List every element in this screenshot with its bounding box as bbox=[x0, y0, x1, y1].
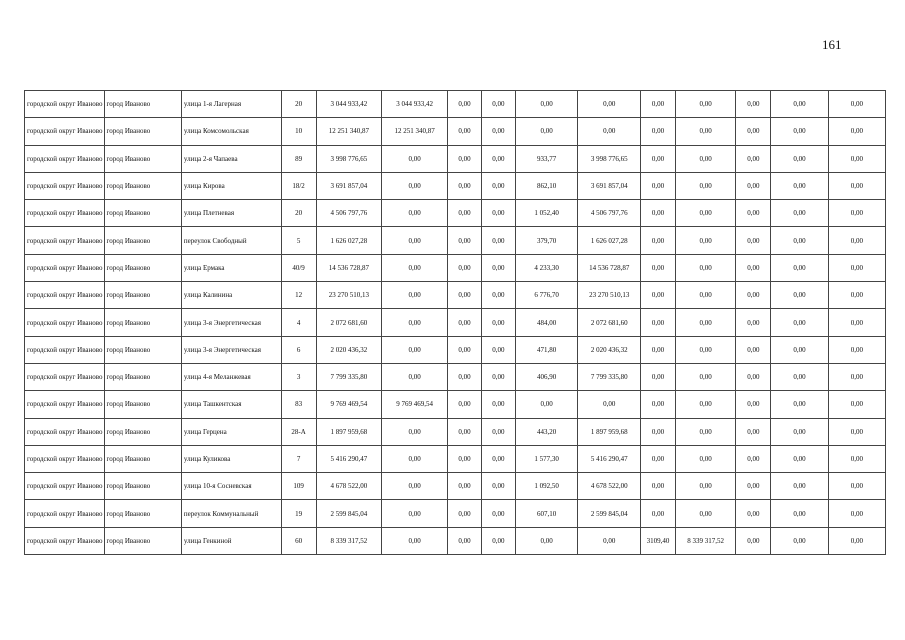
table-row bbox=[25, 200, 886, 227]
value-cell: 3 998 776,65 bbox=[578, 145, 641, 172]
street-cell: улица Кирова bbox=[181, 172, 281, 199]
value-cell: 0,00 bbox=[515, 391, 578, 418]
value-cell: 0,00 bbox=[736, 200, 771, 227]
table-row bbox=[25, 282, 886, 309]
city-cell: город Иваново bbox=[104, 254, 181, 281]
value-cell: 0,00 bbox=[448, 227, 482, 254]
value-cell: 0,00 bbox=[640, 336, 675, 363]
city-cell: город Иваново bbox=[104, 391, 181, 418]
value-cell: 0,00 bbox=[640, 391, 675, 418]
street-cell: улица 4-я Меланжевая bbox=[181, 363, 281, 390]
city-cell: город Иваново bbox=[104, 227, 181, 254]
city-cell: город Иваново bbox=[104, 418, 181, 445]
value-cell: 0,00 bbox=[448, 418, 482, 445]
table-row bbox=[25, 145, 886, 172]
house-cell: 5 bbox=[281, 227, 316, 254]
value-cell: 1 092,50 bbox=[515, 473, 578, 500]
house-cell: 18/2 bbox=[281, 172, 316, 199]
value-cell: 0,00 bbox=[382, 200, 448, 227]
value-cell: 9 769 469,54 bbox=[382, 391, 448, 418]
value-cell: 0,00 bbox=[382, 309, 448, 336]
value-cell: 0,00 bbox=[640, 363, 675, 390]
value-cell: 0,00 bbox=[771, 500, 828, 527]
value-cell: 9 769 469,54 bbox=[316, 391, 382, 418]
value-cell: 0,00 bbox=[382, 445, 448, 472]
house-cell: 83 bbox=[281, 391, 316, 418]
value-cell: 0,00 bbox=[828, 336, 885, 363]
value-cell: 1 897 959,68 bbox=[316, 418, 382, 445]
value-cell: 0,00 bbox=[448, 145, 482, 172]
value-cell: 0,00 bbox=[736, 282, 771, 309]
value-cell: 0,00 bbox=[736, 445, 771, 472]
value-cell: 0,00 bbox=[675, 172, 735, 199]
value-cell: 0,00 bbox=[828, 118, 885, 145]
house-cell: 4 bbox=[281, 309, 316, 336]
value-cell: 1 577,30 bbox=[515, 445, 578, 472]
value-cell: 0,00 bbox=[675, 336, 735, 363]
house-cell: 109 bbox=[281, 473, 316, 500]
value-cell: 0,00 bbox=[828, 145, 885, 172]
value-cell: 0,00 bbox=[640, 227, 675, 254]
value-cell: 0,00 bbox=[515, 91, 578, 118]
data-table bbox=[24, 90, 886, 555]
value-cell: 0,00 bbox=[736, 336, 771, 363]
street-cell: улица 2-я Чапаева bbox=[181, 145, 281, 172]
value-cell: 0,00 bbox=[640, 254, 675, 281]
okrug-cell: городской округ Иваново bbox=[25, 309, 105, 336]
value-cell: 0,00 bbox=[771, 145, 828, 172]
value-cell: 3 044 933,42 bbox=[382, 91, 448, 118]
value-cell: 0,00 bbox=[675, 391, 735, 418]
value-cell: 0,00 bbox=[828, 200, 885, 227]
value-cell: 0,00 bbox=[828, 391, 885, 418]
house-cell: 20 bbox=[281, 200, 316, 227]
value-cell: 0,00 bbox=[481, 91, 515, 118]
value-cell: 0,00 bbox=[771, 527, 828, 554]
value-cell: 0,00 bbox=[481, 118, 515, 145]
value-cell: 1 626 027,28 bbox=[578, 227, 641, 254]
okrug-cell: городской округ Иваново bbox=[25, 391, 105, 418]
value-cell: 0,00 bbox=[448, 336, 482, 363]
value-cell: 1 626 027,28 bbox=[316, 227, 382, 254]
table-row bbox=[25, 391, 886, 418]
value-cell: 0,00 bbox=[771, 391, 828, 418]
value-cell: 5 416 290,47 bbox=[316, 445, 382, 472]
table-row bbox=[25, 309, 886, 336]
value-cell: 0,00 bbox=[736, 363, 771, 390]
value-cell: 0,00 bbox=[382, 527, 448, 554]
okrug-cell: городской округ Иваново bbox=[25, 282, 105, 309]
value-cell: 0,00 bbox=[771, 309, 828, 336]
value-cell: 0,00 bbox=[771, 473, 828, 500]
house-cell: 89 bbox=[281, 145, 316, 172]
value-cell: 8 339 317,52 bbox=[675, 527, 735, 554]
table-row bbox=[25, 445, 886, 472]
house-cell: 3 bbox=[281, 363, 316, 390]
value-cell: 7 799 335,80 bbox=[578, 363, 641, 390]
value-cell: 0,00 bbox=[771, 254, 828, 281]
table-row bbox=[25, 227, 886, 254]
value-cell: 8 339 317,52 bbox=[316, 527, 382, 554]
value-cell: 3109,40 bbox=[640, 527, 675, 554]
value-cell: 0,00 bbox=[382, 282, 448, 309]
house-cell: 40/9 bbox=[281, 254, 316, 281]
table-row bbox=[25, 500, 886, 527]
city-cell: город Иваново bbox=[104, 145, 181, 172]
value-cell: 23 270 510,13 bbox=[316, 282, 382, 309]
value-cell: 4 678 522,00 bbox=[578, 473, 641, 500]
value-cell: 0,00 bbox=[828, 282, 885, 309]
house-cell: 20 bbox=[281, 91, 316, 118]
city-cell: город Иваново bbox=[104, 500, 181, 527]
city-cell: город Иваново bbox=[104, 363, 181, 390]
street-cell: улица Куликова bbox=[181, 445, 281, 472]
value-cell: 0,00 bbox=[481, 254, 515, 281]
value-cell: 0,00 bbox=[675, 500, 735, 527]
city-cell: город Иваново bbox=[104, 172, 181, 199]
value-cell: 0,00 bbox=[481, 418, 515, 445]
value-cell: 0,00 bbox=[640, 200, 675, 227]
street-cell: улица Генкиной bbox=[181, 527, 281, 554]
value-cell: 0,00 bbox=[448, 363, 482, 390]
value-cell: 0,00 bbox=[578, 91, 641, 118]
value-cell: 2 599 845,04 bbox=[316, 500, 382, 527]
value-cell: 4 678 522,00 bbox=[316, 473, 382, 500]
value-cell: 0,00 bbox=[382, 227, 448, 254]
value-cell: 443,20 bbox=[515, 418, 578, 445]
value-cell: 0,00 bbox=[675, 363, 735, 390]
value-cell: 0,00 bbox=[448, 282, 482, 309]
table-row bbox=[25, 363, 886, 390]
value-cell: 0,00 bbox=[448, 172, 482, 199]
city-cell: город Иваново bbox=[104, 309, 181, 336]
street-cell: улица 3-я Энергетическая bbox=[181, 309, 281, 336]
value-cell: 0,00 bbox=[828, 91, 885, 118]
value-cell: 14 536 728,87 bbox=[578, 254, 641, 281]
value-cell: 0,00 bbox=[640, 118, 675, 145]
value-cell: 0,00 bbox=[578, 391, 641, 418]
value-cell: 471,80 bbox=[515, 336, 578, 363]
house-cell: 60 bbox=[281, 527, 316, 554]
value-cell: 0,00 bbox=[481, 500, 515, 527]
value-cell: 379,70 bbox=[515, 227, 578, 254]
value-cell: 3 691 857,04 bbox=[578, 172, 641, 199]
value-cell: 0,00 bbox=[640, 282, 675, 309]
value-cell: 0,00 bbox=[736, 91, 771, 118]
page-number: 161 bbox=[822, 37, 842, 52]
value-cell: 0,00 bbox=[771, 363, 828, 390]
value-cell: 3 691 857,04 bbox=[316, 172, 382, 199]
table-row bbox=[25, 91, 886, 118]
value-cell: 1 897 959,68 bbox=[578, 418, 641, 445]
value-cell: 0,00 bbox=[675, 473, 735, 500]
city-cell: город Иваново bbox=[104, 200, 181, 227]
street-cell: улица Калинина bbox=[181, 282, 281, 309]
value-cell: 0,00 bbox=[736, 527, 771, 554]
okrug-cell: городской округ Иваново bbox=[25, 500, 105, 527]
house-cell: 28-А bbox=[281, 418, 316, 445]
value-cell: 0,00 bbox=[771, 336, 828, 363]
value-cell: 0,00 bbox=[675, 309, 735, 336]
value-cell: 0,00 bbox=[382, 172, 448, 199]
value-cell: 2 599 845,04 bbox=[578, 500, 641, 527]
house-cell: 10 bbox=[281, 118, 316, 145]
street-cell: улица 3-я Энергетическая bbox=[181, 336, 281, 363]
value-cell: 0,00 bbox=[481, 200, 515, 227]
value-cell: 0,00 bbox=[382, 500, 448, 527]
street-cell: переулок Свободный bbox=[181, 227, 281, 254]
value-cell: 0,00 bbox=[736, 227, 771, 254]
city-cell: город Иваново bbox=[104, 473, 181, 500]
value-cell: 0,00 bbox=[736, 172, 771, 199]
value-cell: 3 998 776,65 bbox=[316, 145, 382, 172]
value-cell: 0,00 bbox=[828, 473, 885, 500]
value-cell: 0,00 bbox=[736, 418, 771, 445]
value-cell: 0,00 bbox=[675, 118, 735, 145]
street-cell: улица Ермака bbox=[181, 254, 281, 281]
value-cell: 0,00 bbox=[640, 145, 675, 172]
value-cell: 862,10 bbox=[515, 172, 578, 199]
value-cell: 0,00 bbox=[640, 445, 675, 472]
city-cell: город Иваново bbox=[104, 445, 181, 472]
city-cell: город Иваново bbox=[104, 527, 181, 554]
street-cell: переулок Коммунальный bbox=[181, 500, 281, 527]
value-cell: 0,00 bbox=[675, 91, 735, 118]
value-cell: 0,00 bbox=[675, 254, 735, 281]
value-cell: 0,00 bbox=[481, 391, 515, 418]
value-cell: 0,00 bbox=[481, 527, 515, 554]
value-cell: 0,00 bbox=[448, 309, 482, 336]
value-cell: 2 020 436,32 bbox=[578, 336, 641, 363]
value-cell: 0,00 bbox=[736, 145, 771, 172]
city-cell: город Иваново bbox=[104, 336, 181, 363]
value-cell: 0,00 bbox=[448, 391, 482, 418]
value-cell: 0,00 bbox=[481, 336, 515, 363]
okrug-cell: городской округ Иваново bbox=[25, 254, 105, 281]
value-cell: 0,00 bbox=[736, 391, 771, 418]
value-cell: 0,00 bbox=[675, 418, 735, 445]
value-cell: 0,00 bbox=[382, 418, 448, 445]
value-cell: 0,00 bbox=[578, 118, 641, 145]
value-cell: 4 506 797,76 bbox=[316, 200, 382, 227]
city-cell: город Иваново bbox=[104, 282, 181, 309]
value-cell: 0,00 bbox=[640, 500, 675, 527]
street-cell: улица 10-я Сосневская bbox=[181, 473, 281, 500]
value-cell: 0,00 bbox=[448, 118, 482, 145]
value-cell: 0,00 bbox=[382, 145, 448, 172]
value-cell: 0,00 bbox=[771, 227, 828, 254]
value-cell: 0,00 bbox=[771, 418, 828, 445]
okrug-cell: городской округ Иваново bbox=[25, 418, 105, 445]
value-cell: 12 251 340,87 bbox=[382, 118, 448, 145]
value-cell: 0,00 bbox=[481, 363, 515, 390]
value-cell: 0,00 bbox=[736, 118, 771, 145]
okrug-cell: городской округ Иваново bbox=[25, 445, 105, 472]
value-cell: 0,00 bbox=[448, 500, 482, 527]
value-cell: 0,00 bbox=[448, 473, 482, 500]
value-cell: 0,00 bbox=[640, 309, 675, 336]
value-cell: 0,00 bbox=[828, 445, 885, 472]
value-cell: 0,00 bbox=[640, 473, 675, 500]
table-body bbox=[25, 91, 886, 555]
value-cell: 0,00 bbox=[736, 254, 771, 281]
okrug-cell: городской округ Иваново bbox=[25, 363, 105, 390]
value-cell: 12 251 340,87 bbox=[316, 118, 382, 145]
okrug-cell: городской округ Иваново bbox=[25, 91, 105, 118]
house-cell: 7 bbox=[281, 445, 316, 472]
value-cell: 5 416 290,47 bbox=[578, 445, 641, 472]
value-cell: 0,00 bbox=[448, 445, 482, 472]
value-cell: 0,00 bbox=[828, 172, 885, 199]
value-cell: 0,00 bbox=[736, 500, 771, 527]
value-cell: 0,00 bbox=[481, 282, 515, 309]
value-cell: 0,00 bbox=[675, 445, 735, 472]
okrug-cell: городской округ Иваново bbox=[25, 227, 105, 254]
value-cell: 0,00 bbox=[640, 172, 675, 199]
value-cell: 0,00 bbox=[828, 227, 885, 254]
okrug-cell: городской округ Иваново bbox=[25, 200, 105, 227]
value-cell: 0,00 bbox=[771, 200, 828, 227]
value-cell: 0,00 bbox=[771, 172, 828, 199]
value-cell: 0,00 bbox=[828, 500, 885, 527]
okrug-cell: городской округ Иваново bbox=[25, 172, 105, 199]
value-cell: 0,00 bbox=[736, 309, 771, 336]
city-cell: город Иваново bbox=[104, 91, 181, 118]
value-cell: 6 776,70 bbox=[515, 282, 578, 309]
value-cell: 0,00 bbox=[771, 118, 828, 145]
value-cell: 0,00 bbox=[481, 227, 515, 254]
table-row bbox=[25, 336, 886, 363]
table-row bbox=[25, 254, 886, 281]
value-cell: 2 020 436,32 bbox=[316, 336, 382, 363]
value-cell: 0,00 bbox=[448, 91, 482, 118]
value-cell: 0,00 bbox=[382, 473, 448, 500]
value-cell: 2 072 681,60 bbox=[316, 309, 382, 336]
value-cell: 484,00 bbox=[515, 309, 578, 336]
okrug-cell: городской округ Иваново bbox=[25, 473, 105, 500]
street-cell: улица Комсомольская bbox=[181, 118, 281, 145]
value-cell: 0,00 bbox=[828, 309, 885, 336]
value-cell: 0,00 bbox=[736, 473, 771, 500]
value-cell: 0,00 bbox=[640, 418, 675, 445]
house-cell: 19 bbox=[281, 500, 316, 527]
value-cell: 0,00 bbox=[828, 527, 885, 554]
value-cell: 0,00 bbox=[675, 227, 735, 254]
table-row bbox=[25, 527, 886, 554]
value-cell: 0,00 bbox=[771, 91, 828, 118]
value-cell: 0,00 bbox=[640, 91, 675, 118]
value-cell: 0,00 bbox=[675, 145, 735, 172]
value-cell: 0,00 bbox=[382, 336, 448, 363]
value-cell: 3 044 933,42 bbox=[316, 91, 382, 118]
street-cell: улица 1-я Лагерная bbox=[181, 91, 281, 118]
street-cell: улица Герцена bbox=[181, 418, 281, 445]
value-cell: 2 072 681,60 bbox=[578, 309, 641, 336]
value-cell: 0,00 bbox=[828, 418, 885, 445]
value-cell: 0,00 bbox=[675, 282, 735, 309]
value-cell: 0,00 bbox=[481, 445, 515, 472]
value-cell: 0,00 bbox=[771, 282, 828, 309]
value-cell: 0,00 bbox=[515, 118, 578, 145]
value-cell: 0,00 bbox=[515, 527, 578, 554]
value-cell: 0,00 bbox=[828, 363, 885, 390]
value-cell: 0,00 bbox=[448, 527, 482, 554]
value-cell: 0,00 bbox=[578, 527, 641, 554]
value-cell: 0,00 bbox=[828, 254, 885, 281]
value-cell: 4 233,30 bbox=[515, 254, 578, 281]
value-cell: 7 799 335,80 bbox=[316, 363, 382, 390]
value-cell: 0,00 bbox=[481, 145, 515, 172]
city-cell: город Иваново bbox=[104, 118, 181, 145]
value-cell: 0,00 bbox=[675, 200, 735, 227]
house-cell: 12 bbox=[281, 282, 316, 309]
value-cell: 0,00 bbox=[481, 172, 515, 199]
value-cell: 0,00 bbox=[448, 200, 482, 227]
okrug-cell: городской округ Иваново bbox=[25, 336, 105, 363]
okrug-cell: городской округ Иваново bbox=[25, 527, 105, 554]
table-row bbox=[25, 473, 886, 500]
okrug-cell: городской округ Иваново bbox=[25, 145, 105, 172]
table-row bbox=[25, 172, 886, 199]
value-cell: 0,00 bbox=[448, 254, 482, 281]
street-cell: улица Ташкентская bbox=[181, 391, 281, 418]
value-cell: 14 536 728,87 bbox=[316, 254, 382, 281]
value-cell: 23 270 510,13 bbox=[578, 282, 641, 309]
value-cell: 0,00 bbox=[771, 445, 828, 472]
value-cell: 607,10 bbox=[515, 500, 578, 527]
table-row bbox=[25, 118, 886, 145]
value-cell: 0,00 bbox=[481, 473, 515, 500]
value-cell: 0,00 bbox=[382, 254, 448, 281]
value-cell: 4 506 797,76 bbox=[578, 200, 641, 227]
value-cell: 0,00 bbox=[481, 309, 515, 336]
table-row bbox=[25, 418, 886, 445]
value-cell: 933,77 bbox=[515, 145, 578, 172]
value-cell: 0,00 bbox=[382, 363, 448, 390]
value-cell: 406,90 bbox=[515, 363, 578, 390]
okrug-cell: городской округ Иваново bbox=[25, 118, 105, 145]
house-cell: 6 bbox=[281, 336, 316, 363]
value-cell: 1 052,40 bbox=[515, 200, 578, 227]
street-cell: улица Плетневая bbox=[181, 200, 281, 227]
